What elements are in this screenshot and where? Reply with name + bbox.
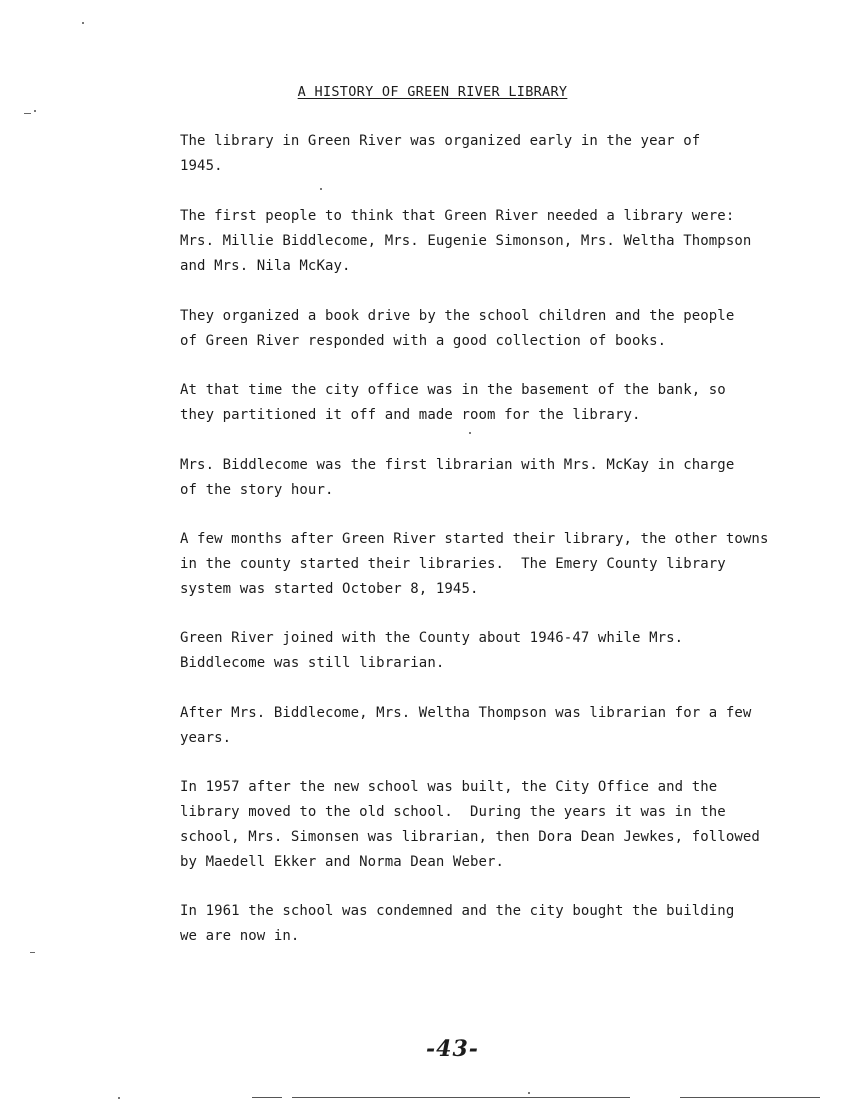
- footer-rule: [252, 1097, 282, 1098]
- paragraph-book-drive: They organized a book drive by the school children and the people of Green River responded with a good collection of books.: [180, 308, 735, 349]
- paragraph-city-office: At that time the city office was in the basement of the bank, so they partitioned it off and made room for the library.: [180, 382, 726, 423]
- scan-speck: [34, 110, 36, 112]
- scan-speck: [82, 22, 84, 24]
- page-number: -43-: [426, 1036, 479, 1062]
- scan-speck: [528, 1092, 530, 1094]
- scan-speck: [469, 432, 471, 434]
- footer-rule: [292, 1097, 630, 1098]
- footer-rule: [680, 1097, 820, 1098]
- paragraph-thompson: After Mrs. Biddlecome, Mrs. Weltha Thompson was librarian for a few years.: [180, 705, 752, 746]
- paragraph-first-people: The first people to think that Green River needed a library were: Mrs. Millie Biddlecome, Mrs. Eugenie Simonson, Mrs. Weltha Thompson and Mrs. Nila McKay.: [180, 208, 752, 274]
- document-title: A HISTORY OF GREEN RIVER LIBRARY: [297, 84, 568, 100]
- paragraph-first-librarian: Mrs. Biddlecome was the first librarian with Mrs. McKay in charge of the story hour.: [180, 457, 735, 498]
- scan-speck: [320, 188, 322, 190]
- scan-speck: [118, 1097, 120, 1099]
- paragraph-condemned: In 1961 the school was condemned and the city bought the building we are now in.: [180, 903, 735, 944]
- scan-mark: [30, 952, 35, 953]
- paragraph-old-school: In 1957 after the new school was built, the City Office and the library moved to the old school. During the years it was in the school, Mrs. Simonsen was librarian, then Dora Dean Jewkes, followed by Maedell Ekker and Norma Dean Weber.: [180, 779, 760, 870]
- paragraph-county-system: A few months after Green River started their library, the other towns in the county started their libraries. The Emery County library system was started October 8, 1945.: [180, 531, 769, 597]
- scan-mark: [24, 113, 31, 114]
- paragraph-joined-county: Green River joined with the County about 1946-47 while Mrs. Biddlecome was still librarian.: [180, 630, 684, 671]
- paragraph-organized: The library in Green River was organized early in the year of 1945.: [180, 133, 701, 174]
